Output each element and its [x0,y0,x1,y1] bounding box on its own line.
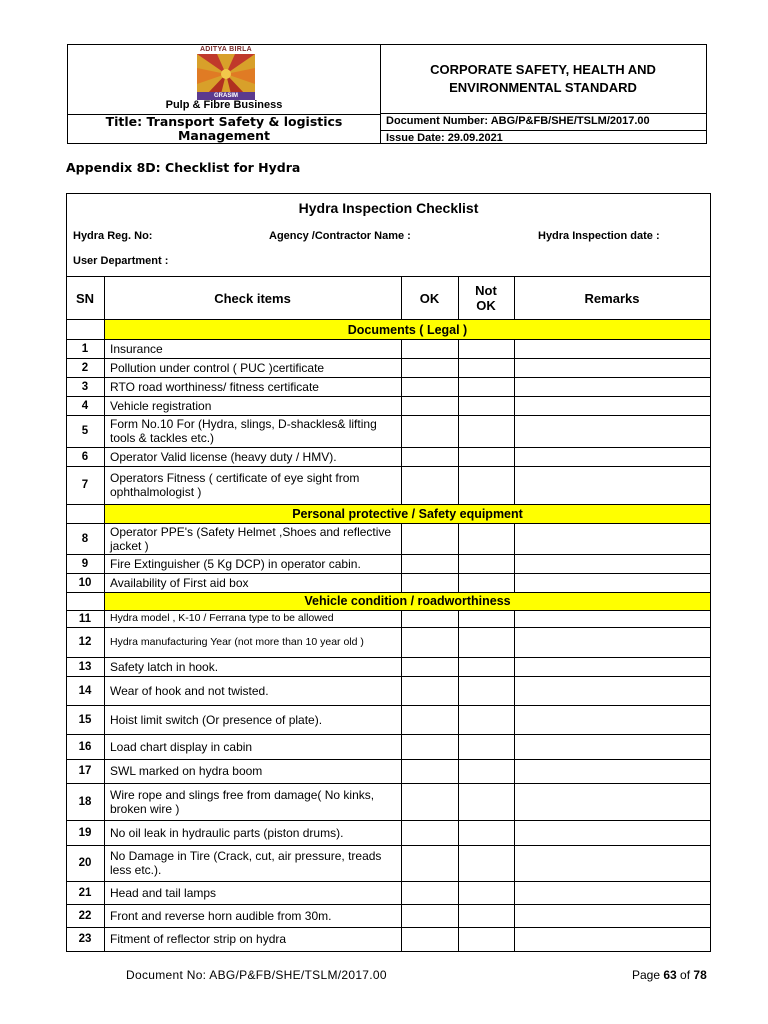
row-sn: 1 [81,342,89,355]
row-sn: 19 [78,826,92,839]
check-item: SWL marked on hydra boom [110,764,263,778]
check-item: Fire Extinguisher (5 Kg DCP) in operator cabin. [110,556,361,571]
logo-bottom-text: GRASIM [197,92,255,100]
row-sn: 12 [78,636,92,648]
row-sn: 17 [78,765,92,777]
row-sn: 22 [78,909,92,922]
section-vehicle-condition: Vehicle condition / roadworthiness [105,592,710,610]
row-sn: 23 [78,933,92,945]
check-item: Fitment of reflector strip on hydra [110,932,287,946]
check-item: Wire rope and slings free from damage( No kinks, broken wire ) [110,787,375,816]
check-item: No oil leak in hydraulic parts (piston drums). [110,825,344,840]
row-sn: 18 [78,795,92,808]
section-ppe-safety-equipment: Personal protective / Safety equipment [105,504,710,523]
row-sn: 8 [81,532,89,545]
not-ok-line-1: Not [475,283,497,298]
check-item: Operator Valid license (heavy duty / HMV). [110,449,337,464]
row-sn: 14 [78,684,92,697]
section-documents-legal: Documents ( Legal ) [105,320,710,339]
row-sn: 11 [78,612,92,625]
not-ok-line-2: OK [476,298,496,313]
check-item: Insurance [110,341,163,356]
row-sn: 16 [78,740,92,753]
row-sn: 3 [81,380,89,393]
aditya-birla-logo [195,46,257,100]
page-prefix: Page [632,968,664,982]
check-item: Load chart display in cabin [110,739,253,754]
appendix-title: Appendix 8D: Checklist for Hydra [66,160,301,175]
check-item: RTO road worthiness/ fitness certificate [110,379,319,394]
column-header-check-items: Check items [214,290,291,306]
row-sn: 2 [81,361,89,374]
row-sn: 6 [81,450,89,463]
check-item: Wear of hook and not twisted. [110,683,269,698]
logo-top-text: ADITYA BIRLA [199,46,253,53]
inspection-date-field: Hydra Inspection date : [538,230,660,242]
corporate-standard-title: CORPORATE SAFETY, HEALTH AND ENVIRONMENTAL STANDARD [430,62,656,95]
check-item: Hydra model , K-10 / Ferrana type to be allowed [110,612,334,624]
hydra-reg-no-field: Hydra Reg. No: [73,230,153,242]
agency-name-field: Agency /Contractor Name : [269,230,411,242]
check-item: Vehicle registration [110,398,212,413]
row-sn: 10 [78,576,92,589]
document-title: Title: Transport Safety & logistics Management [105,114,343,143]
footer-document-number: Document No: ABG/P&FB/SHE/TSLM/2017.00 [126,968,387,982]
check-item: Hydra manufacturing Year (not more than 10 year old ) [110,635,364,648]
check-item: Front and reverse horn audible from 30m. [110,908,332,923]
row-sn: 13 [78,660,92,673]
document-header [67,44,707,144]
check-item: No Damage in Tire (Crack, cut, air pressure, treads less etc.). [110,849,382,877]
user-department-field: User Department : [73,255,169,267]
column-header-ok: OK [419,290,440,306]
business-name: Pulp & Fibre Business [165,99,283,111]
page-of: of [676,968,694,982]
check-item: Safety latch in hook. [110,659,219,674]
row-sn: 9 [81,557,89,570]
row-sn: 20 [78,857,92,869]
page-current: 63 [663,968,677,982]
row-sn: 5 [81,425,89,437]
issue-date: Issue Date: 29.09.2021 [386,132,503,144]
page-total: 78 [693,968,707,982]
row-sn: 15 [78,713,92,726]
sunburst-logo-icon [197,54,255,94]
row-sn: 7 [81,479,89,491]
column-header-not-ok [458,277,514,319]
column-header-sn: SN [75,290,95,306]
check-item: Pollution under control ( PUC )certificate [110,360,325,375]
check-item: Head and tail lamps [110,885,217,900]
check-item: Hoist limit switch (Or presence of plate). [110,712,323,727]
row-sn: 4 [81,399,89,412]
checklist-title: Hydra Inspection Checklist [298,200,479,216]
check-item: Operators Fitness ( certificate of eye sight from ophthalmologist ) [110,471,360,499]
check-item: Availability of First aid box [110,575,249,590]
footer-page-number [632,968,707,982]
column-header-remarks: Remarks [584,290,640,306]
check-item: Operator PPE's (Safety Helmet ,Shoes and reflective jacket ) [110,524,392,553]
document-number: Document Number: ABG/P&FB/SHE/TSLM/2017.00 [386,115,650,127]
check-item: Form No.10 For (Hydra, slings, D-shackles& lifting tools & tackles etc.) [110,417,377,445]
row-sn: 21 [78,886,92,899]
